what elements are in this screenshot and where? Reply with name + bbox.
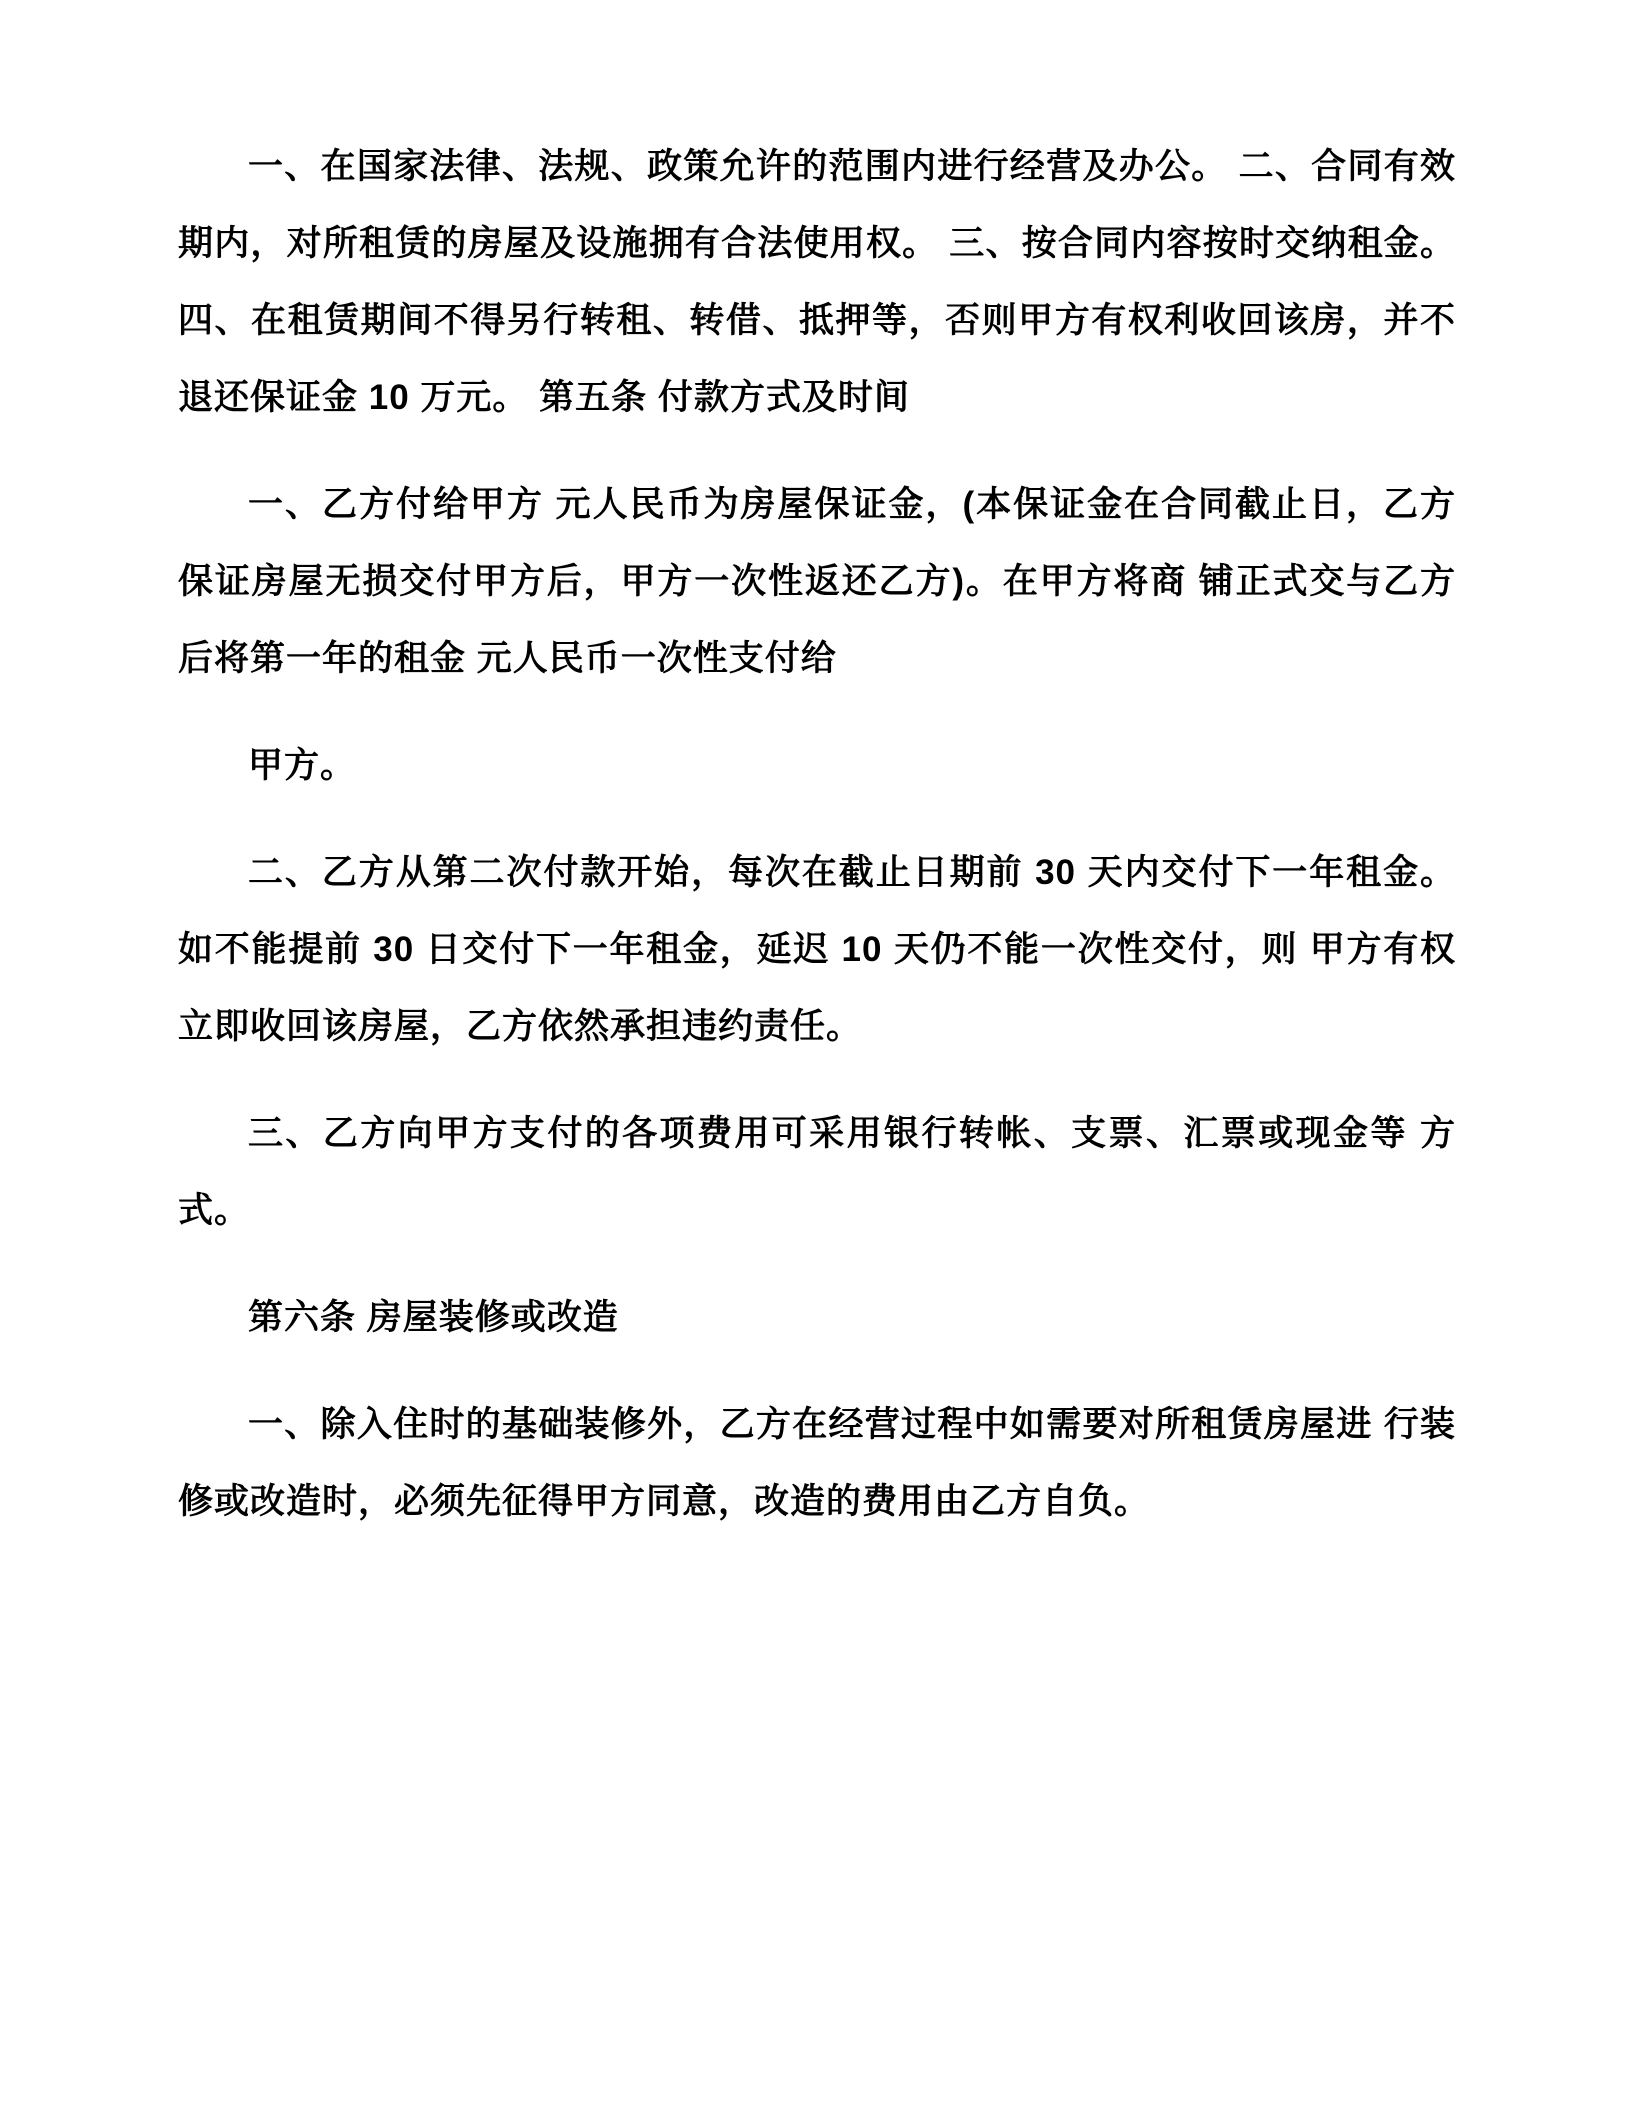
contract-paragraph-renovation: 一、除入住时的基础装修外，乙方在经营过程中如需要对所租赁房屋进 行装修或改造时，必须先征得甲方同意，改造的费用由乙方自负。 (178, 1405, 1456, 1521)
contract-paragraph-deposit: 一、乙方付给甲方 元人民币为房屋保证金，(本保证金在合同截止日，乙方保证房屋无损交付甲方后，甲方一次性返还乙方)。在甲方将商 铺正式交与乙方后将第一年的租金 元人民币一次性支付给 (178, 485, 1456, 678)
contract-paragraph-payment-schedule: 二、乙方从第二次付款开始，每次在截止日期前 30 天内交付下一年租金。如不能提前 30 日交付下一年租金，延迟 10 天仍不能一次性交付，则 甲方有权立即收回该房屋，乙方依然承担违约责任。 (178, 853, 1456, 1046)
contract-heading-article-six: 第六条 房屋装修或改造 (248, 1298, 619, 1337)
contract-paragraph-obligations: 一、在国家法律、法规、政策允许的范围内进行经营及办公。 二、合同有效期内，对所租赁的房屋及设施拥有合法使用权。 三、按合同内容按时交纳租金。四、在租赁期间不得另行转租、转借、抵押等，否则甲方有权利收回该房，并不退还保证金 10 万元。 第五条 付款方式及时间 (178, 147, 1456, 417)
contract-paragraph-payment-methods: 三、乙方向甲方支付的各项费用可采用银行转帐、支票、汇票或现金等 方式。 (178, 1114, 1456, 1230)
contract-paragraph-party-a: 甲方。 (248, 746, 357, 785)
